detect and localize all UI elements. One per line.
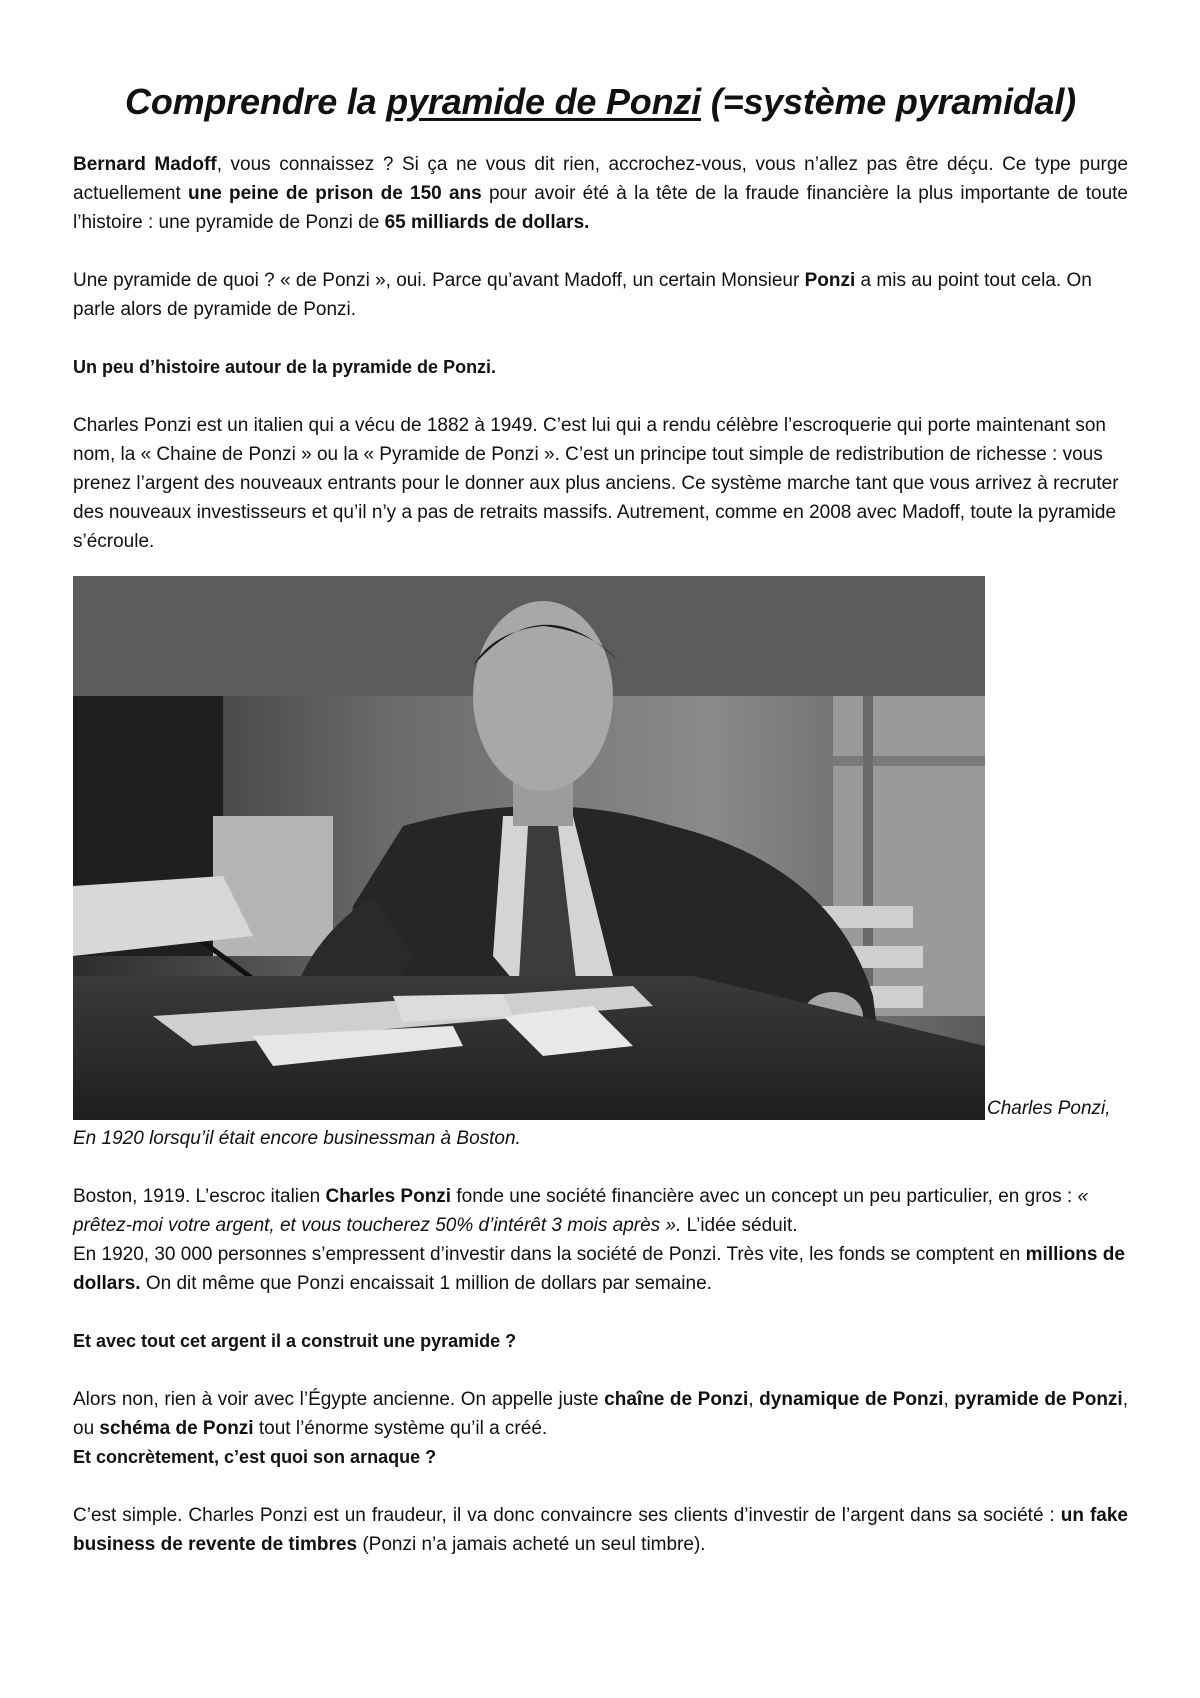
paragraph-boston-1919: Boston, 1919. L’escroc italien Charles Ponzi fonde une société financière avec un concept un peu particulier, en gros : « prêtez-moi votre argent, et vous toucherez 50% d’intérêt 3 mois après ». L’idée séduit. bbox=[73, 1186, 1089, 1236]
paragraph-stamps: C’est simple. Charles Ponzi est un fraudeur, il va donc convaincre ses clients d’investir de l’argent dans sa société : un fake business de revente de timbres (Ponzi n’a jamais acheté un seul timbre). bbox=[73, 1505, 1128, 1555]
paragraph-egypt: Alors non, rien à voir avec l’Égypte ancienne. On appelle juste chaîne de Ponzi, dynamique de Ponzi, pyramide de Ponzi, ou schéma de Ponzi tout l’énorme système qu’il a créé. bbox=[73, 1389, 1128, 1439]
photo-caption-line2: En 1920 lorsqu’il était encore businessman à Boston. bbox=[73, 1128, 521, 1149]
section-heading-history: Un peu d’histoire autour de la pyramide de Ponzi. bbox=[73, 357, 497, 377]
figure bbox=[73, 576, 1128, 1120]
paragraph-1920-investors: En 1920, 30 000 personnes s’empressent d’investir dans la société de Ponzi. Très vite, les fonds se comptent en millions de dollars. On dit même que Ponzi encaissait 1 million de dollars par semaine. bbox=[73, 1244, 1125, 1294]
paragraph-ponzi-origin: Une pyramide de quoi ? « de Ponzi », oui. Parce qu’avant Madoff, un certain Monsieur Ponzi a mis au point tout cela. On parle alors de pyramide de Ponzi. bbox=[73, 270, 1092, 320]
photo-illustration bbox=[73, 576, 985, 1120]
intro-paragraph: Bernard Madoff, vous connaissez ? Si ça ne vous dit rien, accrochez-vous, vous n’allez pas être déçu. Ce type purge actuellement une peine de prison de 150 ans pour avoir été à la tête de la fraude financière la plus importante de toute l’histoire : une pyramide de Ponzi de 65 milliards de dollars. bbox=[73, 154, 1129, 233]
page-title: Comprendre la pyramide de Ponzi (=système pyramidal) bbox=[125, 81, 1076, 122]
ponzi-photo bbox=[73, 576, 985, 1120]
title-underlined: pyramide de Ponzi bbox=[386, 81, 701, 122]
photo-caption-line1: Charles Ponzi, bbox=[987, 1098, 1111, 1119]
section-heading-scam: Et concrètement, c’est quoi son arnaque ? bbox=[73, 1447, 437, 1467]
section-heading-pyramid: Et avec tout cet argent il a construit une pyramide ? bbox=[73, 1331, 517, 1351]
paragraph-history: Charles Ponzi est un italien qui a vécu de 1882 à 1949. C’est lui qui a rendu célèbre l’escroquerie qui porte maintenant son nom, la « Chaine de Ponzi » ou la « Pyramide de Ponzi ». C’est un principe tout simple de redistribution de richesse : vous prenez l’argent des nouveaux entrants pour le donner aux plus anciens. Ce système marche tant que vous arrivez à recruter des nouveaux investisseurs et qu’il n’y a pas de retraits massifs. Autrement, comme en 2008 avec Madoff, toute la pyramide s’écroule. bbox=[73, 415, 1119, 552]
